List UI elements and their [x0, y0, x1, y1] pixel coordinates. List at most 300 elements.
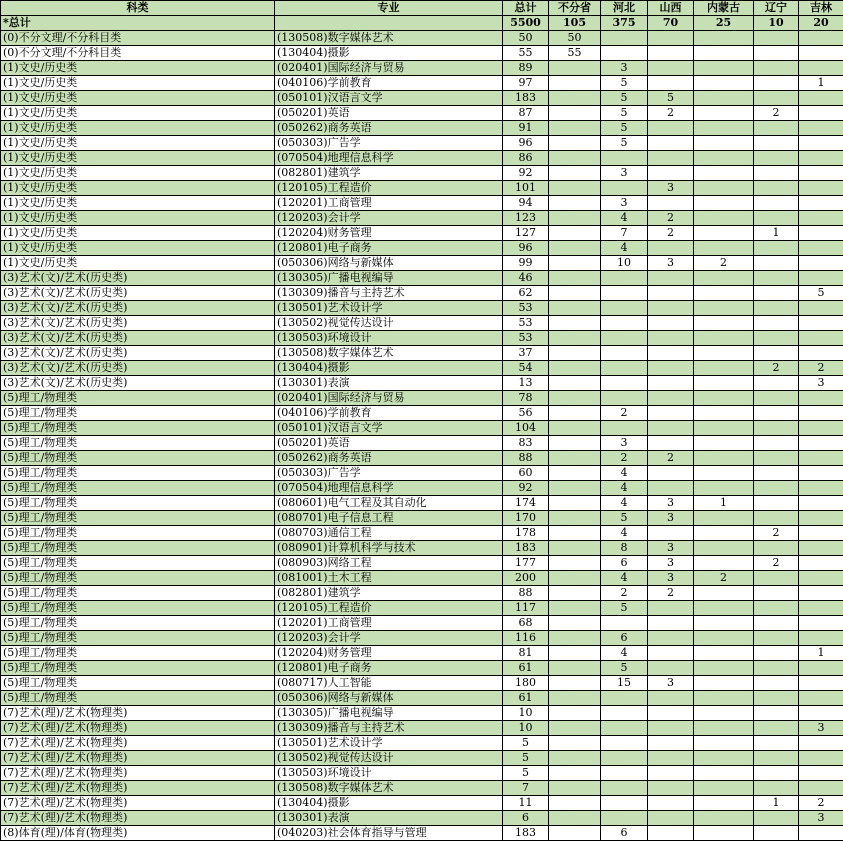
cell-category: (5)理工/物理类 — [1, 676, 275, 691]
cell-shanxi: 2 — [648, 451, 694, 466]
table-row[interactable] — [1, 391, 843, 406]
cell-liaoning — [754, 511, 799, 526]
header-major[interactable]: 专业 — [275, 1, 503, 16]
table-row[interactable] — [1, 826, 843, 841]
cell-category: (5)理工/物理类 — [1, 646, 275, 661]
cell-no-province — [549, 76, 601, 91]
cell-jilin — [799, 586, 843, 601]
table-row[interactable] — [1, 451, 843, 466]
cell-category: (1)文史/历史类 — [1, 166, 275, 181]
table-row[interactable] — [1, 376, 843, 391]
cell-category: (5)理工/物理类 — [1, 421, 275, 436]
cell-no-province — [549, 706, 601, 721]
table-row[interactable] — [1, 556, 843, 571]
cell-jilin — [799, 481, 843, 496]
table-row[interactable] — [1, 511, 843, 526]
cell-hebei — [601, 811, 648, 826]
cell-inner-mongolia — [694, 286, 754, 301]
total-no-province: 105 — [549, 16, 601, 31]
cell-category: (5)理工/物理类 — [1, 511, 275, 526]
cell-hebei: 7 — [601, 226, 648, 241]
cell-liaoning — [754, 766, 799, 781]
cell-major: (130301)表演 — [275, 811, 503, 826]
cell-no-province: 55 — [549, 46, 601, 61]
table-row[interactable] — [1, 211, 843, 226]
cell-total: 88 — [503, 451, 549, 466]
cell-liaoning — [754, 301, 799, 316]
cell-jilin — [799, 466, 843, 481]
cell-major: (120201)工商管理 — [275, 196, 503, 211]
cell-jilin — [799, 406, 843, 421]
table-row[interactable] — [1, 661, 843, 676]
cell-hebei — [601, 691, 648, 706]
cell-liaoning — [754, 826, 799, 841]
table-row[interactable] — [1, 406, 843, 421]
cell-hebei: 8 — [601, 541, 648, 556]
cell-shanxi — [648, 376, 694, 391]
table-row[interactable] — [1, 181, 843, 196]
cell-liaoning — [754, 736, 799, 751]
cell-shanxi — [648, 391, 694, 406]
cell-hebei: 10 — [601, 256, 648, 271]
cell-hebei: 4 — [601, 496, 648, 511]
header-category[interactable]: 科类 — [1, 1, 275, 16]
table-row[interactable] — [1, 781, 843, 796]
cell-no-province — [549, 811, 601, 826]
table-row[interactable] — [1, 496, 843, 511]
cell-no-province — [549, 766, 601, 781]
table-row[interactable] — [1, 601, 843, 616]
header-hebei[interactable]: 河北 — [601, 1, 648, 16]
cell-hebei: 2 — [601, 406, 648, 421]
cell-inner-mongolia — [694, 136, 754, 151]
cell-hebei: 4 — [601, 211, 648, 226]
cell-shanxi — [648, 466, 694, 481]
table-row[interactable] — [1, 301, 843, 316]
cell-liaoning — [754, 136, 799, 151]
cell-inner-mongolia — [694, 466, 754, 481]
cell-total: 200 — [503, 571, 549, 586]
table-row[interactable] — [1, 166, 843, 181]
cell-no-province — [549, 106, 601, 121]
cell-major: (120201)工商管理 — [275, 616, 503, 631]
table-row[interactable] — [1, 751, 843, 766]
cell-hebei: 6 — [601, 826, 648, 841]
cell-major: (130404)摄影 — [275, 796, 503, 811]
cell-liaoning — [754, 346, 799, 361]
cell-hebei — [601, 301, 648, 316]
cell-category: (7)艺术(理)/艺术(物理类) — [1, 781, 275, 796]
cell-shanxi — [648, 76, 694, 91]
cell-total: 127 — [503, 226, 549, 241]
cell-total: 180 — [503, 676, 549, 691]
cell-total: 7 — [503, 781, 549, 796]
table-row[interactable] — [1, 256, 843, 271]
table-row[interactable] — [1, 766, 843, 781]
cell-jilin — [799, 31, 843, 46]
cell-total: 116 — [503, 631, 549, 646]
cell-jilin — [799, 496, 843, 511]
table-row[interactable] — [1, 196, 843, 211]
cell-no-province — [549, 796, 601, 811]
header-jilin[interactable]: 吉林 — [799, 1, 843, 16]
cell-major: (130502)视觉传达设计 — [275, 751, 503, 766]
cell-hebei — [601, 751, 648, 766]
cell-category: (5)理工/物理类 — [1, 691, 275, 706]
cell-shanxi — [648, 796, 694, 811]
table-row[interactable] — [1, 226, 843, 241]
cell-major: (020401)国际经济与贸易 — [275, 391, 503, 406]
cell-total: 183 — [503, 91, 549, 106]
cell-hebei — [601, 331, 648, 346]
table-row[interactable] — [1, 616, 843, 631]
cell-total: 68 — [503, 616, 549, 631]
cell-hebei — [601, 391, 648, 406]
cell-inner-mongolia — [694, 646, 754, 661]
table-row[interactable] — [1, 271, 843, 286]
cell-category: (1)文史/历史类 — [1, 76, 275, 91]
cell-total: 86 — [503, 151, 549, 166]
cell-shanxi: 2 — [648, 586, 694, 601]
table-row[interactable] — [1, 121, 843, 136]
cell-jilin — [799, 91, 843, 106]
header-liaoning[interactable]: 辽宁 — [754, 1, 799, 16]
cell-inner-mongolia — [694, 301, 754, 316]
cell-inner-mongolia — [694, 241, 754, 256]
cell-total: 123 — [503, 211, 549, 226]
cell-no-province — [549, 751, 601, 766]
header-shanxi[interactable]: 山西 — [648, 1, 694, 16]
cell-no-province — [549, 166, 601, 181]
total-jilin: 20 — [799, 16, 843, 31]
cell-hebei — [601, 286, 648, 301]
cell-category: (5)理工/物理类 — [1, 586, 275, 601]
cell-hebei: 5 — [601, 121, 648, 136]
cell-shanxi: 2 — [648, 226, 694, 241]
cell-category: (1)文史/历史类 — [1, 91, 275, 106]
cell-major: (080701)电子信息工程 — [275, 511, 503, 526]
cell-category: (5)理工/物理类 — [1, 601, 275, 616]
cell-jilin — [799, 556, 843, 571]
cell-major: (050201)英语 — [275, 436, 503, 451]
cell-no-province — [549, 61, 601, 76]
cell-shanxi: 5 — [648, 91, 694, 106]
cell-shanxi — [648, 706, 694, 721]
cell-total: 53 — [503, 331, 549, 346]
cell-inner-mongolia — [694, 451, 754, 466]
cell-total: 170 — [503, 511, 549, 526]
table-row[interactable] — [1, 331, 843, 346]
cell-category: (3)艺术(文)/艺术(历史类) — [1, 361, 275, 376]
cell-inner-mongolia — [694, 106, 754, 121]
cell-liaoning — [754, 721, 799, 736]
cell-major: (080703)通信工程 — [275, 526, 503, 541]
cell-no-province — [549, 136, 601, 151]
cell-major: (020401)国际经济与贸易 — [275, 61, 503, 76]
table-row[interactable] — [1, 286, 843, 301]
cell-category: (0)不分文理/不分科目类 — [1, 31, 275, 46]
cell-hebei: 3 — [601, 166, 648, 181]
cell-inner-mongolia — [694, 271, 754, 286]
cell-shanxi: 3 — [648, 676, 694, 691]
cell-major: (130503)环境设计 — [275, 766, 503, 781]
cell-major: (040106)学前教育 — [275, 76, 503, 91]
cell-inner-mongolia — [694, 196, 754, 211]
cell-inner-mongolia — [694, 421, 754, 436]
cell-jilin: 5 — [799, 286, 843, 301]
cell-category: (1)文史/历史类 — [1, 121, 275, 136]
cell-major: (070504)地理信息科学 — [275, 151, 503, 166]
table-row[interactable] — [1, 646, 843, 661]
cell-jilin — [799, 826, 843, 841]
cell-shanxi — [648, 436, 694, 451]
table-row[interactable] — [1, 136, 843, 151]
cell-liaoning: 1 — [754, 796, 799, 811]
cell-total: 55 — [503, 46, 549, 61]
cell-liaoning — [754, 376, 799, 391]
header-total[interactable]: 总计 — [503, 1, 549, 16]
header-no-province[interactable]: 不分省 — [549, 1, 601, 16]
cell-jilin — [799, 421, 843, 436]
cell-jilin — [799, 46, 843, 61]
table-row[interactable] — [1, 76, 843, 91]
table-row[interactable] — [1, 811, 843, 826]
table-row[interactable] — [1, 31, 843, 46]
cell-category: (5)理工/物理类 — [1, 436, 275, 451]
cell-inner-mongolia — [694, 121, 754, 136]
cell-total: 5 — [503, 751, 549, 766]
cell-category: (5)理工/物理类 — [1, 466, 275, 481]
cell-shanxi — [648, 151, 694, 166]
table-row[interactable] — [1, 91, 843, 106]
cell-inner-mongolia — [694, 691, 754, 706]
cell-no-province — [549, 691, 601, 706]
cell-inner-mongolia — [694, 361, 754, 376]
cell-category: (1)文史/历史类 — [1, 196, 275, 211]
table-row[interactable] — [1, 316, 843, 331]
cell-jilin — [799, 196, 843, 211]
table-row[interactable] — [1, 691, 843, 706]
cell-no-province — [549, 826, 601, 841]
cell-major: (130503)环境设计 — [275, 331, 503, 346]
cell-liaoning — [754, 181, 799, 196]
cell-jilin — [799, 781, 843, 796]
cell-liaoning — [754, 571, 799, 586]
total-major — [275, 16, 503, 31]
cell-inner-mongolia — [694, 766, 754, 781]
cell-liaoning — [754, 61, 799, 76]
table-row[interactable] — [1, 796, 843, 811]
cell-inner-mongolia — [694, 586, 754, 601]
cell-category: (5)理工/物理类 — [1, 496, 275, 511]
cell-major: (082801)建筑学 — [275, 586, 503, 601]
table-row[interactable] — [1, 61, 843, 76]
cell-inner-mongolia — [694, 46, 754, 61]
table-row[interactable] — [1, 676, 843, 691]
cell-no-province — [549, 121, 601, 136]
cell-inner-mongolia — [694, 661, 754, 676]
cell-no-province — [549, 181, 601, 196]
cell-no-province — [549, 496, 601, 511]
cell-jilin — [799, 436, 843, 451]
cell-major: (130309)播音与主持艺术 — [275, 721, 503, 736]
table-row[interactable] — [1, 631, 843, 646]
cell-liaoning — [754, 271, 799, 286]
cell-major: (120204)财务管理 — [275, 646, 503, 661]
cell-hebei — [601, 361, 648, 376]
cell-major: (050262)商务英语 — [275, 121, 503, 136]
cell-hebei — [601, 706, 648, 721]
cell-liaoning — [754, 286, 799, 301]
cell-total: 183 — [503, 826, 549, 841]
cell-total: 178 — [503, 526, 549, 541]
cell-major: (050262)商务英语 — [275, 451, 503, 466]
table-row[interactable] — [1, 361, 843, 376]
cell-shanxi — [648, 811, 694, 826]
table-row[interactable] — [1, 421, 843, 436]
cell-liaoning — [754, 451, 799, 466]
table-row[interactable] — [1, 436, 843, 451]
table-row[interactable] — [1, 526, 843, 541]
table-row[interactable] — [1, 721, 843, 736]
cell-no-province — [549, 631, 601, 646]
cell-liaoning — [754, 466, 799, 481]
cell-category: (1)文史/历史类 — [1, 61, 275, 76]
cell-total: 88 — [503, 586, 549, 601]
cell-hebei — [601, 346, 648, 361]
cell-category: (7)艺术(理)/艺术(物理类) — [1, 706, 275, 721]
cell-category: (5)理工/物理类 — [1, 481, 275, 496]
cell-no-province — [549, 211, 601, 226]
cell-total: 174 — [503, 496, 549, 511]
cell-category: (5)理工/物理类 — [1, 631, 275, 646]
header-inner-mongolia[interactable]: 内蒙古 — [694, 1, 754, 16]
cell-hebei — [601, 46, 648, 61]
cell-no-province — [549, 316, 601, 331]
total-label: *总计 — [1, 16, 275, 31]
total-row — [1, 16, 843, 31]
table-row[interactable] — [1, 241, 843, 256]
cell-liaoning — [754, 196, 799, 211]
table-row[interactable] — [1, 346, 843, 361]
cell-category: (1)文史/历史类 — [1, 241, 275, 256]
cell-liaoning — [754, 811, 799, 826]
cell-major: (050303)广告学 — [275, 466, 503, 481]
cell-category: (5)理工/物理类 — [1, 556, 275, 571]
cell-hebei: 15 — [601, 676, 648, 691]
cell-no-province — [549, 241, 601, 256]
cell-liaoning — [754, 46, 799, 61]
cell-liaoning — [754, 646, 799, 661]
cell-total: 37 — [503, 346, 549, 361]
cell-total: 99 — [503, 256, 549, 271]
cell-inner-mongolia — [694, 481, 754, 496]
cell-jilin — [799, 166, 843, 181]
cell-jilin — [799, 661, 843, 676]
cell-category: (1)文史/历史类 — [1, 211, 275, 226]
cell-hebei: 4 — [601, 646, 648, 661]
cell-total: 104 — [503, 421, 549, 436]
cell-major: (130301)表演 — [275, 376, 503, 391]
cell-liaoning: 2 — [754, 361, 799, 376]
cell-inner-mongolia — [694, 436, 754, 451]
cell-hebei — [601, 316, 648, 331]
table-row[interactable] — [1, 736, 843, 751]
cell-category: (3)艺术(文)/艺术(历史类) — [1, 316, 275, 331]
cell-no-province — [549, 676, 601, 691]
cell-total: 117 — [503, 601, 549, 616]
cell-jilin — [799, 541, 843, 556]
cell-liaoning — [754, 496, 799, 511]
cell-category: (3)艺术(文)/艺术(历史类) — [1, 346, 275, 361]
cell-major: (050101)汉语言文学 — [275, 421, 503, 436]
cell-liaoning — [754, 91, 799, 106]
cell-inner-mongolia — [694, 721, 754, 736]
table-row[interactable] — [1, 466, 843, 481]
cell-inner-mongolia — [694, 556, 754, 571]
cell-jilin — [799, 631, 843, 646]
cell-no-province — [549, 586, 601, 601]
cell-shanxi: 3 — [648, 256, 694, 271]
cell-category: (3)艺术(文)/艺术(历史类) — [1, 271, 275, 286]
cell-shanxi — [648, 766, 694, 781]
cell-category: (1)文史/历史类 — [1, 181, 275, 196]
cell-liaoning — [754, 706, 799, 721]
cell-liaoning — [754, 691, 799, 706]
cell-jilin — [799, 766, 843, 781]
cell-total: 11 — [503, 796, 549, 811]
cell-total: 61 — [503, 661, 549, 676]
table-row[interactable] — [1, 571, 843, 586]
table-row[interactable] — [1, 151, 843, 166]
cell-inner-mongolia — [694, 331, 754, 346]
table-row[interactable] — [1, 106, 843, 121]
cell-hebei: 3 — [601, 436, 648, 451]
total-liaoning: 10 — [754, 16, 799, 31]
cell-inner-mongolia — [694, 151, 754, 166]
cell-liaoning: 2 — [754, 526, 799, 541]
cell-hebei: 5 — [601, 136, 648, 151]
cell-category: (3)艺术(文)/艺术(历史类) — [1, 376, 275, 391]
cell-liaoning — [754, 166, 799, 181]
cell-hebei: 6 — [601, 556, 648, 571]
cell-shanxi — [648, 721, 694, 736]
table-row[interactable] — [1, 481, 843, 496]
cell-shanxi — [648, 781, 694, 796]
table-row[interactable] — [1, 586, 843, 601]
cell-hebei: 2 — [601, 586, 648, 601]
cell-inner-mongolia — [694, 226, 754, 241]
cell-inner-mongolia — [694, 811, 754, 826]
cell-jilin — [799, 751, 843, 766]
table-row[interactable] — [1, 706, 843, 721]
table-row[interactable] — [1, 541, 843, 556]
cell-category: (7)艺术(理)/艺术(物理类) — [1, 796, 275, 811]
cell-jilin — [799, 346, 843, 361]
table-row[interactable] — [1, 46, 843, 61]
cell-liaoning — [754, 211, 799, 226]
cell-shanxi — [648, 736, 694, 751]
cell-hebei — [601, 616, 648, 631]
cell-shanxi — [648, 631, 694, 646]
cell-shanxi: 2 — [648, 211, 694, 226]
cell-hebei — [601, 181, 648, 196]
cell-hebei: 4 — [601, 571, 648, 586]
cell-inner-mongolia — [694, 706, 754, 721]
cell-category: (3)艺术(文)/艺术(历史类) — [1, 331, 275, 346]
cell-inner-mongolia — [694, 91, 754, 106]
cell-jilin: 3 — [799, 721, 843, 736]
